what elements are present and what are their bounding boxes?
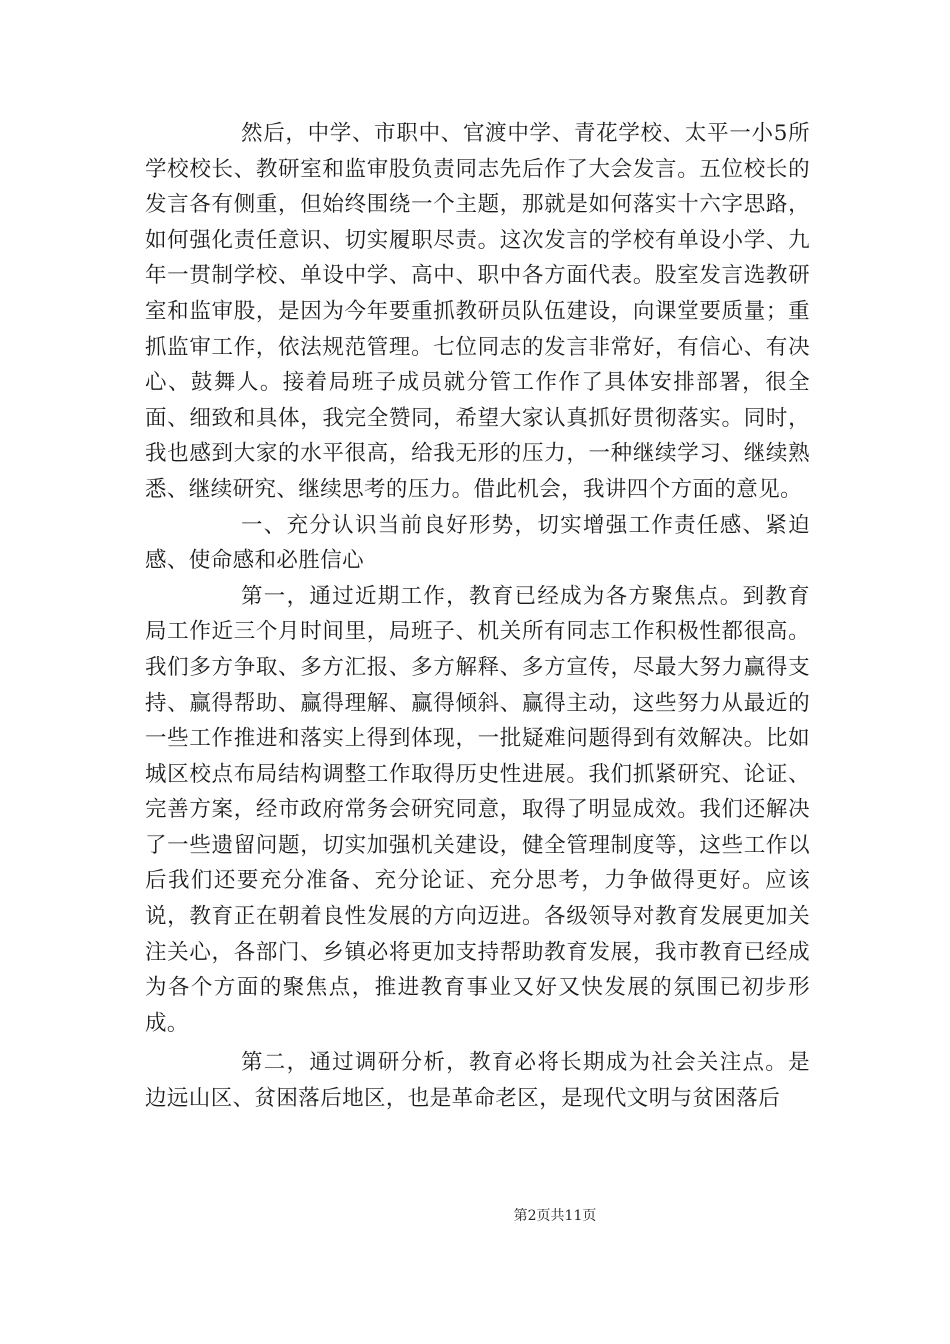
document-body bbox=[145, 116, 810, 1117]
page-number-footer: 第2页共11页 bbox=[513, 1208, 597, 1224]
paragraph-second-point: 第二，通过调研分析，教育必将长期成为社会关注点。是边远山区、贫困落后地区，也是革命老区，是现代文明与贫困落后 bbox=[145, 1050, 810, 1112]
paragraph-first-point: 第一，通过近期工作，教育已经成为各方聚焦点。到教育局工作近三个月时间里，局班子、机关所有同志工作积极性都很高。我们多方争取、多方汇报、多方解释、多方宣传，尽最大努力赢得支持、赢得帮助、赢得理解、赢得倾斜、赢得主动，这些努力从最近的一些工作推进和落实上得到体现，一批疑难问题得到有效解决。比如城区校点布局结构调整工作取得历史性进展。我们抓紧研究、论证、完善方案，经市政府常务会研究同意，取得了明显成效。我们还解决了一些遗留问题，切实加强机关建设，健全管理制度等，这些工作以后我们还要充分准备、充分论证、充分思考，力争做得更好。应该说，教育正在朝着良性发展的方向迈进。各级领导对教育发展更加关注关心，各部门、乡镇必将更加支持帮助教育发展，我市教育已经成为各个方面的聚焦点，推进教育事业又好又快发展的氛围已初步形成。 bbox=[145, 583, 810, 1036]
section-heading-1: 一、充分认识当前良好形势，切实增强工作责任感、紧迫感、使命感和必胜信心 bbox=[145, 512, 810, 574]
paragraph-intro: 然后，中学、市职中、官渡中学、青花学校、太平一小5所学校校长、教研室和监审股负责同志先后作了大会发言。五位校长的发言各有侧重，但始终围绕一个主题，那就是如何落实十六字思路，如何强化责任意识、切实履职尽责。这次发言的学校有单设小学、九年一贯制学校、单设中学、高中、职中各方面代表。股室发言选教研室和监审股，是因为今年要重抓教研员队伍建设，向课堂要质量；重抓监审工作，依法规范管理。七位同志的发言非常好，有信心、有决心、鼓舞人。接着局班子成员就分管工作作了具体安排部署，很全面、细致和具体，我完全赞同，希望大家认真抓好贯彻落实。同时，我也感到大家的水平很高，给我无形的压力，一种继续学习、继续熟悉、继续研究、继续思考的压力。借此机会，我讲四个方面的意见。 bbox=[145, 121, 810, 502]
